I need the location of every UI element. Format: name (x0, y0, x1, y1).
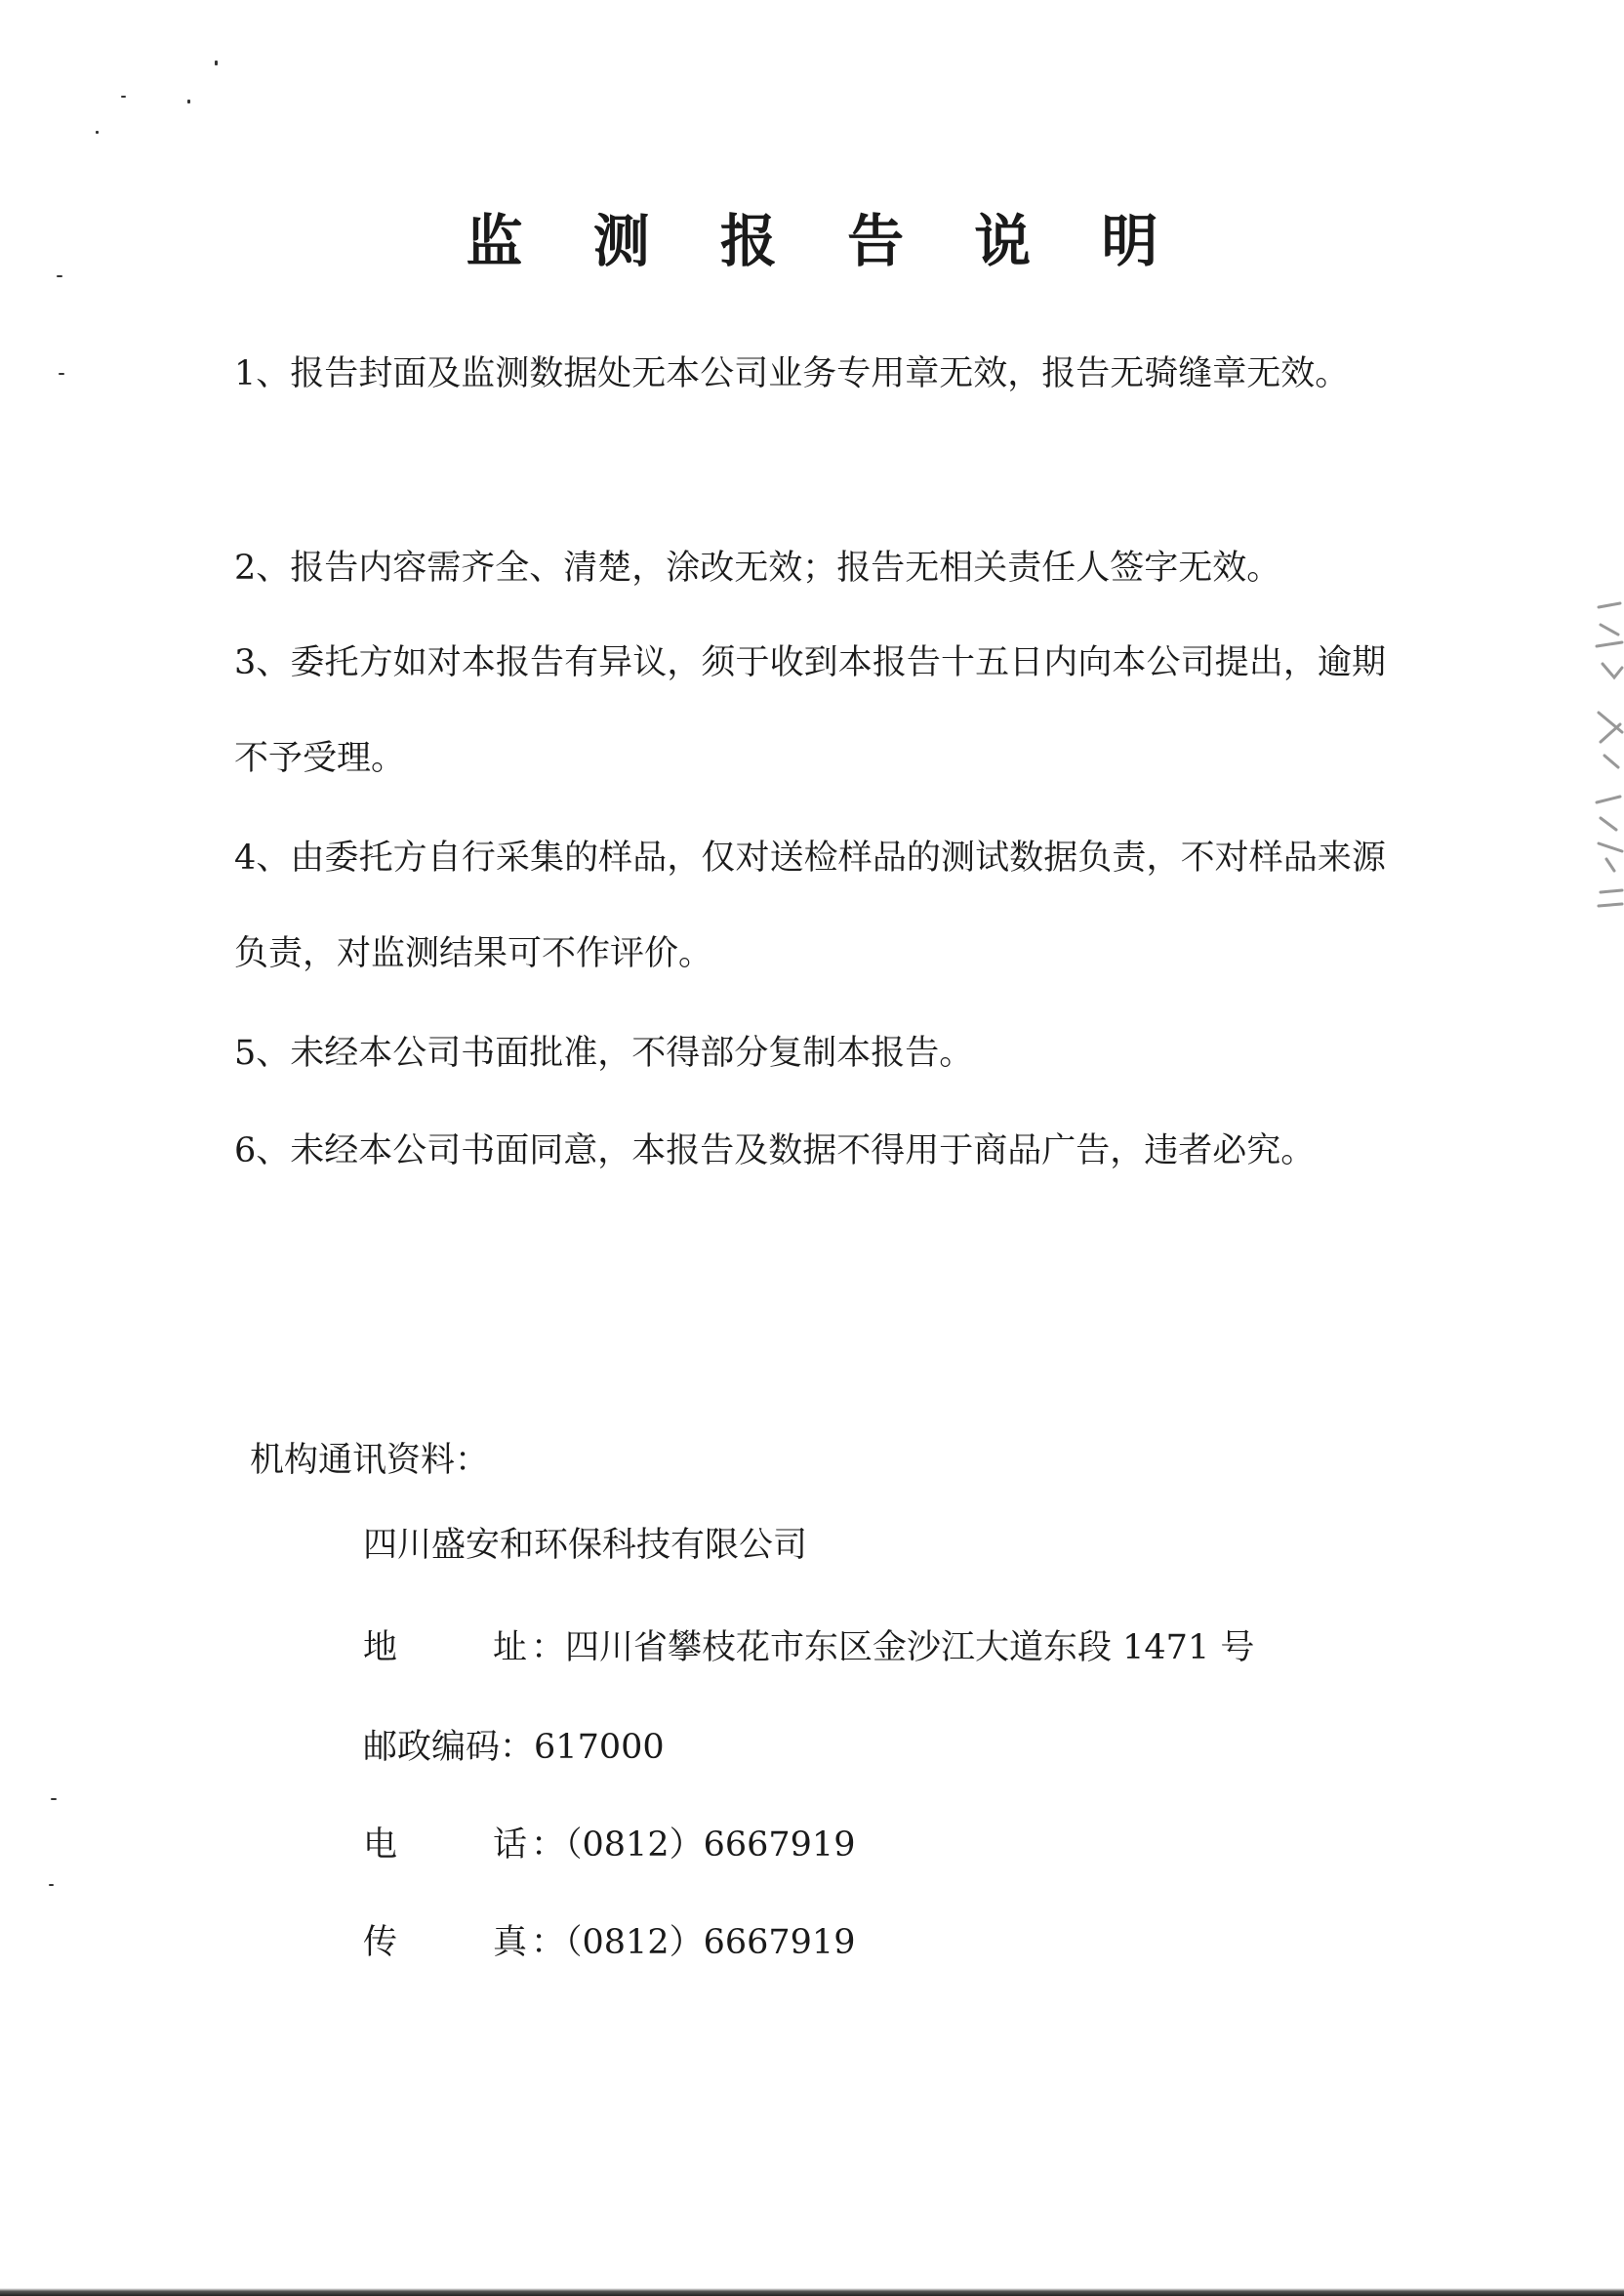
address-value: 四川省攀枝花市东区金沙江大道东段 1471 号 (565, 1628, 1255, 1667)
clause-5: 5、未经本公司书面批准，不得部分复制本报告。 (234, 1034, 974, 1073)
postcode-label: 邮政编码 (363, 1728, 501, 1767)
postcode-row: 邮政编码：617000 (363, 1728, 665, 1767)
contact-heading: 机构通讯资料： (250, 1441, 490, 1480)
address-row: 地 址 ：四川省攀枝花市东区金沙江大道东段 1471 号 (363, 1620, 1254, 1669)
scan-speck (187, 100, 190, 103)
scan-speck (49, 1884, 54, 1886)
clause-6: 6、未经本公司书面同意，本报告及数据不得用于商品广告，违者必究。 (234, 1131, 1316, 1170)
clause-2: 2、报告内容需齐全、清楚，涂改无效；报告无相关责任人签字无效。 (234, 549, 1281, 588)
scan-speck (59, 373, 64, 375)
scan-speck (51, 1798, 57, 1800)
phone-row: 电 话 ：（0812）6667919 (363, 1818, 855, 1866)
fax-row: 传 真 ：（0812）6667919 (363, 1915, 855, 1964)
postcode-value: 617000 (534, 1728, 665, 1767)
clause-3: 3、委托方如对本报告有异议，须于收到本报告十五日内向本公司提出，逾期不予受理。 (234, 643, 1386, 778)
scan-speck (121, 96, 126, 98)
phone-label: 电 话 (363, 1825, 527, 1865)
phone-value: （0812）6667919 (565, 1825, 856, 1865)
scan-speck (96, 131, 99, 134)
fax-label: 传 真 (363, 1923, 527, 1962)
company-name: 四川盛安和环保科技有限公司 (363, 1526, 808, 1565)
scan-bottom-edge (0, 2288, 1624, 2296)
clause-1: 1、报告封面及监测数据处无本公司业务专用章无效，报告无骑缝章无效。 (234, 354, 1350, 393)
page-title: 监 测 报 告 说 明 (466, 208, 1184, 274)
fax-value: （0812）6667919 (565, 1923, 856, 1962)
address-label: 地 址 (363, 1628, 527, 1667)
seal-remnant (1593, 595, 1624, 918)
clause-4: 4、由委托方自行采集的样品，仅对送检样品的测试数据负责，不对样品来源负责，对监测结果可不作评价。 (234, 839, 1386, 973)
scan-speck (215, 61, 218, 65)
